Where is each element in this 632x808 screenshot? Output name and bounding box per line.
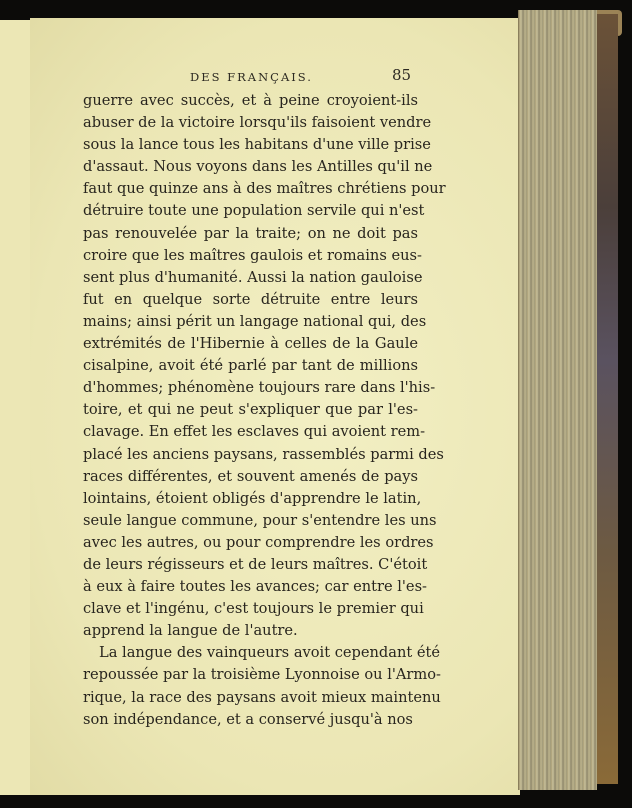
text-line: faut que quinze ans à des maîtres chrétiens pour	[83, 180, 446, 198]
text-line: fut en quelque sorte détruite entre leurs	[83, 290, 418, 308]
page-block-edges	[518, 10, 597, 790]
book-cover	[596, 14, 618, 784]
page-number: 85	[392, 66, 412, 84]
text-line: clave et l'ingénu, c'est toujours le premier qui	[83, 600, 424, 618]
text-line: sent plus d'humanité. Aussi la nation gauloise	[83, 268, 423, 286]
text-line: clavage. En effet les esclaves qui avoient rem-	[83, 423, 426, 441]
running-head: DES FRANÇAIS.	[190, 70, 313, 84]
text-line: pas renouvelée par la traite; on ne doit pas	[83, 224, 418, 242]
text-line: croire que les maîtres gaulois et romains eus-	[83, 246, 422, 264]
text-line: extrémités de l'Hibernie à celles de la Gaule	[83, 335, 418, 353]
text-line: repoussée par la troisième Lyonnoise ou l'Armo-	[83, 666, 441, 684]
text-line: d'assaut. Nous voyons dans les Antilles qu'il ne	[83, 158, 433, 176]
left-page-edge	[0, 20, 31, 795]
text-line: toire, et qui ne peut s'expliquer que par l'es-	[83, 401, 418, 419]
body-text	[83, 90, 446, 731]
text-line: avec les autres, ou pour comprendre les ordres	[83, 533, 434, 551]
text-line: cisalpine, avoit été parlé par tant de millions	[83, 357, 418, 375]
text-line: placé les anciens paysans, rassemblés parmi des	[83, 445, 444, 463]
text-line: de leurs régisseurs et de leurs maîtres. C'étoit	[83, 555, 428, 573]
text-line: sous la lance tous les habitans d'une ville prise	[83, 136, 431, 154]
text-line: son indépendance, et a conservé jusqu'à nos	[83, 710, 413, 728]
text-line: rique, la race des paysans avoit mieux maintenu	[83, 688, 441, 706]
text-line: apprend la langue de l'autre.	[83, 622, 298, 640]
text-line: lointains, étoient obligés d'apprendre le latin,	[83, 489, 422, 507]
text-line: à eux à faire toutes les avances; car entre l'es-	[83, 578, 427, 596]
text-line: guerre avec succès, et à peine croyoient-ils	[83, 92, 418, 109]
text-line: détruire toute une population servile qui n'est	[83, 202, 425, 220]
text-line: d'hommes; phénomène toujours rare dans l'his-	[83, 379, 436, 397]
text-line: mains; ainsi périt un langage national qui, des	[83, 312, 427, 330]
text-line: abuser de la victoire lorsqu'ils faisoient vendre	[83, 114, 432, 132]
text-line: races différentes, et souvent amenés de pays	[83, 467, 418, 485]
text-line: seule langue commune, pour s'entendre les uns	[83, 511, 437, 529]
text-line: La langue des vainqueurs avoit cependant été	[99, 644, 440, 662]
